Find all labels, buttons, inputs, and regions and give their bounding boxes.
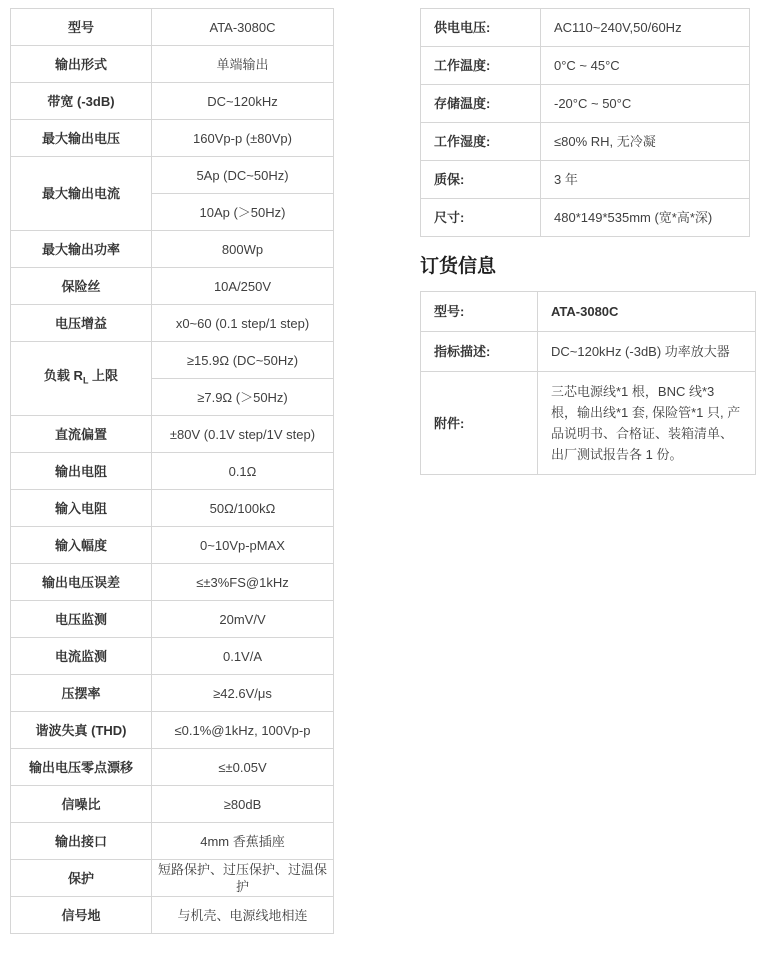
load-label-subscript: L — [82, 375, 89, 386]
spec-label-output-connector: 输出接口 — [11, 823, 152, 860]
environment-table-body — [421, 9, 750, 237]
spec-label-input-amplitude: 输入幅度 — [11, 527, 152, 564]
table-row — [11, 527, 334, 564]
order-info-table-body — [421, 292, 756, 475]
table-row — [11, 83, 334, 120]
env-label-dimensions: 尺寸: — [421, 199, 541, 237]
spec-label-zero-drift: 输出电压零点漂移 — [11, 749, 152, 786]
spec-label-max-voltage: 最大输出电压 — [11, 120, 152, 157]
spec-label-voltage-monitor: 电压监测 — [11, 601, 152, 638]
table-row — [11, 120, 334, 157]
table-row — [421, 123, 750, 161]
spec-value-signal-ground: 与机壳、电源线地相连 — [152, 897, 334, 934]
table-row — [11, 342, 334, 379]
env-label-supply-voltage: 供电电压: — [421, 9, 541, 47]
order-label-model: 型号: — [421, 292, 538, 332]
spec-value-voltage-monitor: 20mV/V — [152, 601, 334, 638]
spec-value-max-current-1: 5Ap (DC~50Hz) — [152, 157, 334, 194]
spec-value-max-current-2: 10Ap (＞50Hz) — [152, 194, 334, 231]
spec-label-input-resistance: 输入电阻 — [11, 490, 152, 527]
spec-value-max-voltage: 160Vp-p (±80Vp) — [152, 120, 334, 157]
env-label-storage-temp: 存储温度: — [421, 85, 541, 123]
env-value-supply-voltage: AC110~240V,50/60Hz — [541, 9, 750, 47]
env-value-dimensions: 480*149*535mm (宽*高*深) — [541, 199, 750, 237]
spec-table-body — [11, 9, 334, 934]
spec-value-output-resistance: 0.1Ω — [152, 453, 334, 490]
env-label-humidity: 工作湿度: — [421, 123, 541, 161]
order-value-model: ATA-3080C — [538, 292, 756, 332]
load-label-suffix: 上限 — [88, 368, 119, 384]
spec-value-load-limit-2: ≥7.9Ω (＞50Hz) — [152, 379, 334, 416]
spec-value-dc-bias: ±80V (0.1V step/1V step) — [152, 416, 334, 453]
spec-label-max-power: 最大输出功率 — [11, 231, 152, 268]
spec-value-snr: ≥80dB — [152, 786, 334, 823]
spec-label-protection: 保护 — [11, 860, 152, 897]
spec-value-protection: 短路保护、过压保护、过温保护 — [152, 860, 334, 897]
spec-label-fuse: 保险丝 — [11, 268, 152, 305]
table-row — [11, 860, 334, 897]
spec-value-load-limit-1: ≥15.9Ω (DC~50Hz) — [152, 342, 334, 379]
env-label-warranty: 质保: — [421, 161, 541, 199]
spec-label-dc-bias: 直流偏置 — [11, 416, 152, 453]
table-row — [421, 85, 750, 123]
table-row — [421, 161, 750, 199]
spec-label-signal-ground: 信号地 — [11, 897, 152, 934]
table-row — [11, 564, 334, 601]
table-row — [421, 332, 756, 372]
env-value-humidity: ≤80% RH, 无冷凝 — [541, 123, 750, 161]
table-row — [11, 490, 334, 527]
table-row — [421, 292, 756, 332]
order-info-heading: 订货信息 — [420, 256, 497, 277]
spec-value-output-connector: 4mm 香蕉插座 — [152, 823, 334, 860]
table-row — [11, 897, 334, 934]
spec-label-max-current: 最大输出电流 — [11, 157, 152, 231]
env-value-storage-temp: -20°C ~ 50°C — [541, 85, 750, 123]
table-row — [11, 712, 334, 749]
env-value-warranty: 3 年 — [541, 161, 750, 199]
table-row — [11, 157, 334, 194]
table-row — [11, 9, 334, 46]
table-row — [421, 372, 756, 475]
table-row — [421, 47, 750, 85]
order-info-table — [420, 291, 756, 475]
right-column — [420, 8, 756, 475]
spec-label-snr: 信噪比 — [11, 786, 152, 823]
spec-value-current-monitor: 0.1V/A — [152, 638, 334, 675]
spec-label-current-monitor: 电流监测 — [11, 638, 152, 675]
spec-label-thd: 谐波失真 (THD) — [11, 712, 152, 749]
order-value-spec-description: DC~120kHz (-3dB) 功率放大器 — [538, 332, 756, 372]
spec-value-gain: x0~60 (0.1 step/1 step) — [152, 305, 334, 342]
table-row — [11, 453, 334, 490]
spec-value-zero-drift: ≤±0.05V — [152, 749, 334, 786]
order-label-spec-description: 指标描述: — [421, 332, 538, 372]
spec-label-output-resistance: 输出电阻 — [11, 453, 152, 490]
spec-label-gain: 电压增益 — [11, 305, 152, 342]
spec-value-bandwidth: DC~120kHz — [152, 83, 334, 120]
environment-table — [420, 8, 750, 237]
order-label-accessories: 附件: — [421, 372, 538, 475]
env-value-operating-temp: 0°C ~ 45°C — [541, 47, 750, 85]
spec-value-max-power: 800Wp — [152, 231, 334, 268]
table-row — [11, 46, 334, 83]
table-row — [11, 823, 334, 860]
spec-value-fuse: 10A/250V — [152, 268, 334, 305]
spec-label-output-form: 输出形式 — [11, 46, 152, 83]
spec-value-thd: ≤0.1%@1kHz, 100Vp-p — [152, 712, 334, 749]
order-value-accessories: 三芯电源线*1 根，BNC 线*3 根，输出线*1 套, 保险管*1 只, 产品说明书、合格证、装箱清单、出厂测试报告各 1 份。 — [538, 372, 756, 475]
table-row — [421, 9, 750, 47]
table-row — [11, 786, 334, 823]
table-row — [11, 638, 334, 675]
spec-label-voltage-error: 输出电压误差 — [11, 564, 152, 601]
table-row — [11, 601, 334, 638]
table-row — [11, 268, 334, 305]
table-row — [11, 231, 334, 268]
spec-label-bandwidth: 带宽 (-3dB) — [11, 83, 152, 120]
spec-table — [10, 8, 334, 934]
spec-label-slew-rate: 压摆率 — [11, 675, 152, 712]
load-label-prefix: 负载 R — [43, 368, 83, 384]
spec-value-output-form: 单端输出 — [152, 46, 334, 83]
spec-value-model: ATA-3080C — [152, 9, 334, 46]
table-row — [421, 199, 750, 237]
env-label-operating-temp: 工作温度: — [421, 47, 541, 85]
table-row — [11, 749, 334, 786]
table-row — [11, 675, 334, 712]
spec-value-voltage-error: ≤±3%FS@1kHz — [152, 564, 334, 601]
table-row — [11, 416, 334, 453]
spec-value-slew-rate: ≥42.6V/μs — [152, 675, 334, 712]
spec-value-input-resistance: 50Ω/100kΩ — [152, 490, 334, 527]
spec-value-input-amplitude: 0~10Vp-pMAX — [152, 527, 334, 564]
table-row — [11, 305, 334, 342]
spec-label-model: 型号 — [11, 9, 152, 46]
spec-label-load-limit — [11, 342, 152, 416]
